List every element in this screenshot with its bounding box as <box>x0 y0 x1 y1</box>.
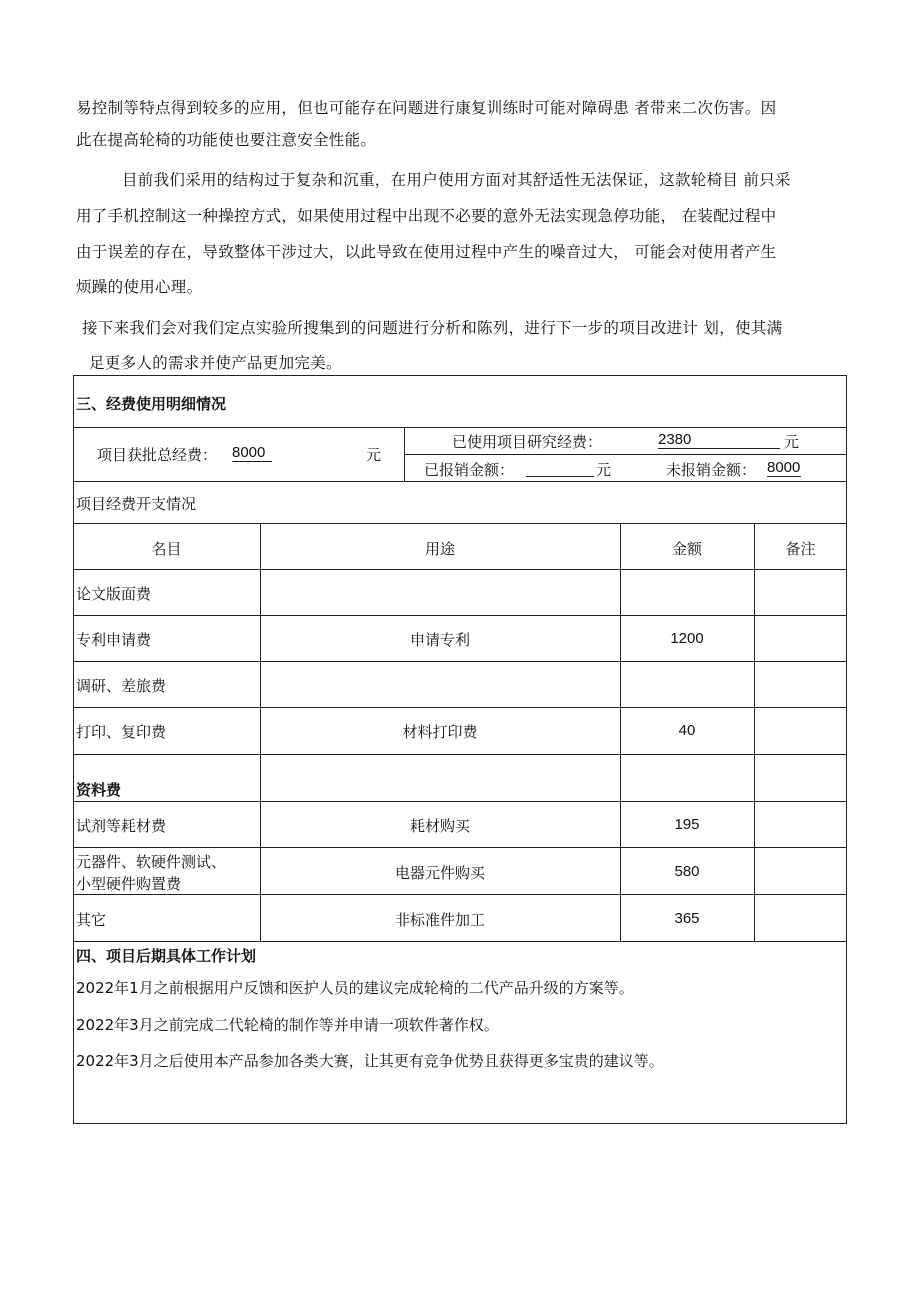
divider <box>73 894 847 895</box>
row-amount: 195 <box>674 816 700 833</box>
header-use: 用途 <box>424 540 455 558</box>
header-note: 备注 <box>785 540 816 558</box>
row-amount: 1200 <box>670 630 704 647</box>
unit-label: 元 <box>366 446 382 464</box>
divider <box>73 481 847 482</box>
row-use: 电器元件购买 <box>394 864 485 882</box>
divider <box>73 754 847 755</box>
row-amount: 580 <box>674 863 700 880</box>
divider <box>73 707 847 708</box>
text-line: 接下来我们会对我们定点实验所搜集到的问题进行分析和陈列，进行下一步的项目改进计 划，使其满 <box>82 319 783 337</box>
header-name: 名目 <box>151 540 182 558</box>
row-name: 调研、差旅费 <box>76 677 167 695</box>
used-budget-label: 已使用项目研究经费： <box>452 433 603 451</box>
approved-budget-value <box>232 444 272 462</box>
row-name-line-2: 小型硬件购置费 <box>76 875 182 893</box>
reimbursed-amount <box>526 459 594 477</box>
plan-item: 2022年3月之后使用本产品参加各类大赛，让其更有竞争优势且获得更多宝贵的建议等。 <box>76 1052 664 1070</box>
approved-budget-amount: 8000 <box>232 444 272 462</box>
text-line: 足更多人的需求并使产品更加完美。 <box>89 354 342 372</box>
section-4-title: 四、项目后期具体工作计划 <box>76 947 257 965</box>
expense-section-label: 项目经费开支情况 <box>76 495 197 513</box>
text-line: 烦躁的使用心理。 <box>76 278 203 296</box>
divider <box>73 427 847 428</box>
unit-label: 元 <box>784 433 800 451</box>
divider <box>73 941 847 942</box>
row-name: 其它 <box>76 911 107 929</box>
unreimbursed-amount: 8000 <box>767 459 801 476</box>
divider <box>73 847 847 848</box>
divider <box>754 523 755 941</box>
row-name: 论文版面费 <box>76 585 152 603</box>
reimbursed-value <box>526 459 594 481</box>
row-use: 材料打印费 <box>402 723 478 741</box>
form-table <box>73 375 847 1124</box>
plan-item: 2022年3月之前完成二代轮椅的制作等并申请一项软件著作权。 <box>76 1016 499 1034</box>
section-3-title: 三、经费使用明细情况 <box>76 395 227 413</box>
divider <box>73 801 847 802</box>
used-budget-amount: 2380 <box>658 431 780 449</box>
used-budget-value <box>658 431 780 449</box>
row-amount: 365 <box>674 910 700 927</box>
row-name: 资料费 <box>76 781 122 799</box>
approved-budget-label: 项目获批总经费： <box>97 446 218 464</box>
text-line: 此在提高轮椅的功能使也要注意安全性能。 <box>76 131 377 149</box>
unreimbursed-label: 未报销金额： <box>666 461 757 479</box>
plan-item: 2022年1月之前根据用户反馈和医护人员的建议完成轮椅的二代产品升级的方案等。 <box>76 979 634 997</box>
divider <box>73 523 847 524</box>
unit-label: 元 <box>596 461 612 479</box>
unreimbursed-value <box>767 459 801 477</box>
row-name: 元器件、软硬件测试、 <box>76 853 227 871</box>
divider <box>73 661 847 662</box>
row-use: 耗材购买 <box>409 817 470 835</box>
row-name: 试剂等耗材费 <box>76 817 167 835</box>
row-name: 打印、复印费 <box>76 723 167 741</box>
text-line: 目前我们采用的结构过于复杂和沉重，在用户使用方面对其舒适性无法保证，这款轮椅目 前只采 <box>122 171 791 189</box>
row-amount: 40 <box>678 722 696 739</box>
divider <box>404 427 405 481</box>
header-amount: 金额 <box>671 540 702 558</box>
reimbursed-label: 已报销金额： <box>424 461 515 479</box>
row-name: 专利申请费 <box>76 631 152 649</box>
divider <box>73 569 847 570</box>
divider <box>73 615 847 616</box>
divider <box>404 454 847 455</box>
row-use: 非标准件加工 <box>394 911 485 929</box>
text-line: 由于误差的存在，导致整体干涉过大，以此导致在使用过程中产生的噪音过大， 可能会对使用者产生 <box>76 243 777 261</box>
text-line: 易控制等特点得到较多的应用，但也可能存在问题进行康复训练时可能对障碍患 者带来二次伤害。因 <box>76 99 777 117</box>
row-use: 申请专利 <box>409 631 470 649</box>
text-line: 用了手机控制这一种操控方式，如果使用过程中出现不必要的意外无法实现急停功能， 在装配过程中 <box>76 207 777 225</box>
